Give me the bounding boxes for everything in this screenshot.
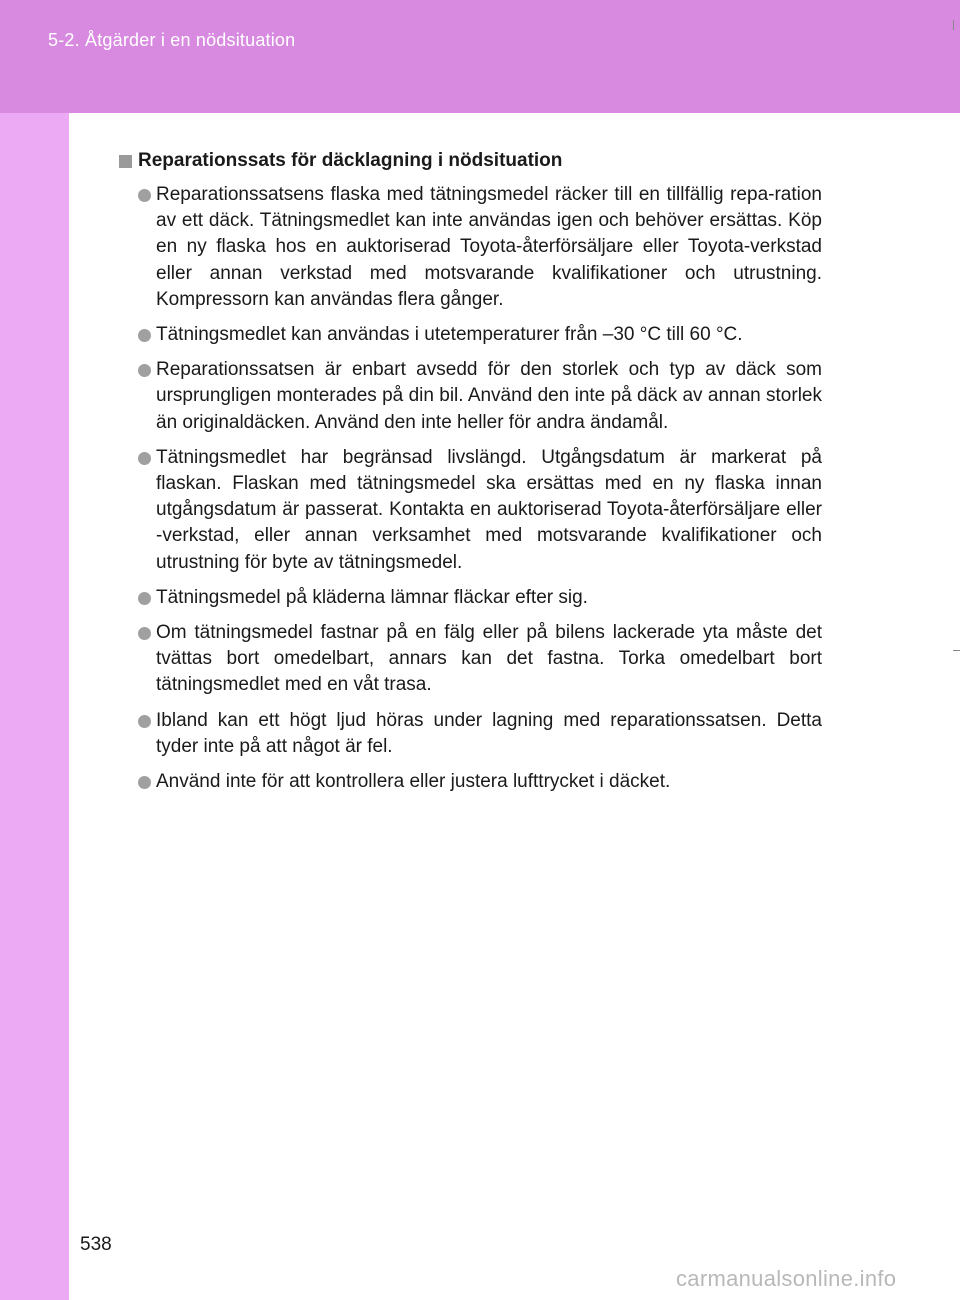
chapter-title: 5-2. Åtgärder i en nödsituation (48, 30, 296, 50)
list-item (119, 357, 822, 436)
section-heading (119, 148, 822, 174)
circle-bullet-icon (138, 189, 151, 202)
header-band (0, 0, 960, 113)
circle-bullet-icon (138, 452, 151, 465)
circle-bullet-icon (138, 592, 151, 605)
crop-mark (953, 20, 954, 30)
circle-bullet-icon (138, 627, 151, 640)
list-item-text: Tätningsmedlet har begränsad livslängd. Utgångsdatum är markerat på flaskan. Flaskan med tätningsmedel ska ersättas med en ny flaska innan utgångsdatum är passerat. Kontakta en auktoriserad Toyota-återförsäljare eller -verkstad, eller annan verksamhet med motsvarande kvalifikationer och utrustning för byte av tätningsmedel. (156, 446, 822, 573)
circle-bullet-icon (138, 776, 151, 789)
list-item (119, 322, 822, 348)
list-item-text: Ibland kan ett högt ljud höras under lagning med reparationssatsen. Detta tyder inte på att något är fel. (156, 709, 822, 757)
side-margin-band (0, 113, 69, 1300)
list-item (119, 585, 822, 611)
circle-bullet-icon (138, 329, 151, 342)
list-item-text: Tätningsmedel på kläderna lämnar fläckar efter sig. (156, 586, 588, 608)
bullet-list (119, 182, 822, 795)
square-bullet-icon (119, 155, 132, 168)
watermark: carmanualsonline.info (676, 1266, 897, 1291)
list-item-text: Använd inte för att kontrollera eller justera lufttrycket i däcket. (156, 771, 671, 793)
list-item-text: Reparationssatsens flaska med tätningsmedel räcker till en tillfällig repa-ration av ett däck. Tätningsmedlet kan inte användas igen och behöver ersättas. Köp en ny flaska hos en auktoriserad Toyota-återförsäljare eller Toyota-verkstad eller annan verkstad med motsvarande kvalifikationer och utrustning. Kompressorn kan användas flera gånger. (156, 184, 822, 310)
list-item (119, 445, 822, 576)
circle-bullet-icon (138, 715, 151, 728)
main-content (119, 148, 822, 804)
list-item-text: Tätningsmedlet kan användas i utetemperaturer från –30 °C till 60 °C. (156, 324, 743, 346)
list-item (119, 769, 822, 795)
list-item (119, 708, 822, 760)
circle-bullet-icon (138, 364, 151, 377)
crop-mark (953, 650, 960, 651)
list-item (119, 182, 822, 313)
section-heading-text: Reparationssats för däcklagning i nödsituation (138, 150, 563, 171)
page-number: 538 (80, 1234, 112, 1255)
list-item-text: Reparationssatsen är enbart avsedd för den storlek och typ av däck som ursprungligen monterades på din bil. Använd den inte på däck av annan storlek än originaldäcken. Använd den inte heller för andra ändamål. (156, 359, 822, 433)
list-item-text: Om tätningsmedel fastnar på en fälg eller på bilens lackerade yta måste det tvättas bort omedelbart, annars kan det fastna. Torka omedelbart bort tätningsmedlet med en våt trasa. (156, 622, 822, 696)
list-item (119, 620, 822, 699)
